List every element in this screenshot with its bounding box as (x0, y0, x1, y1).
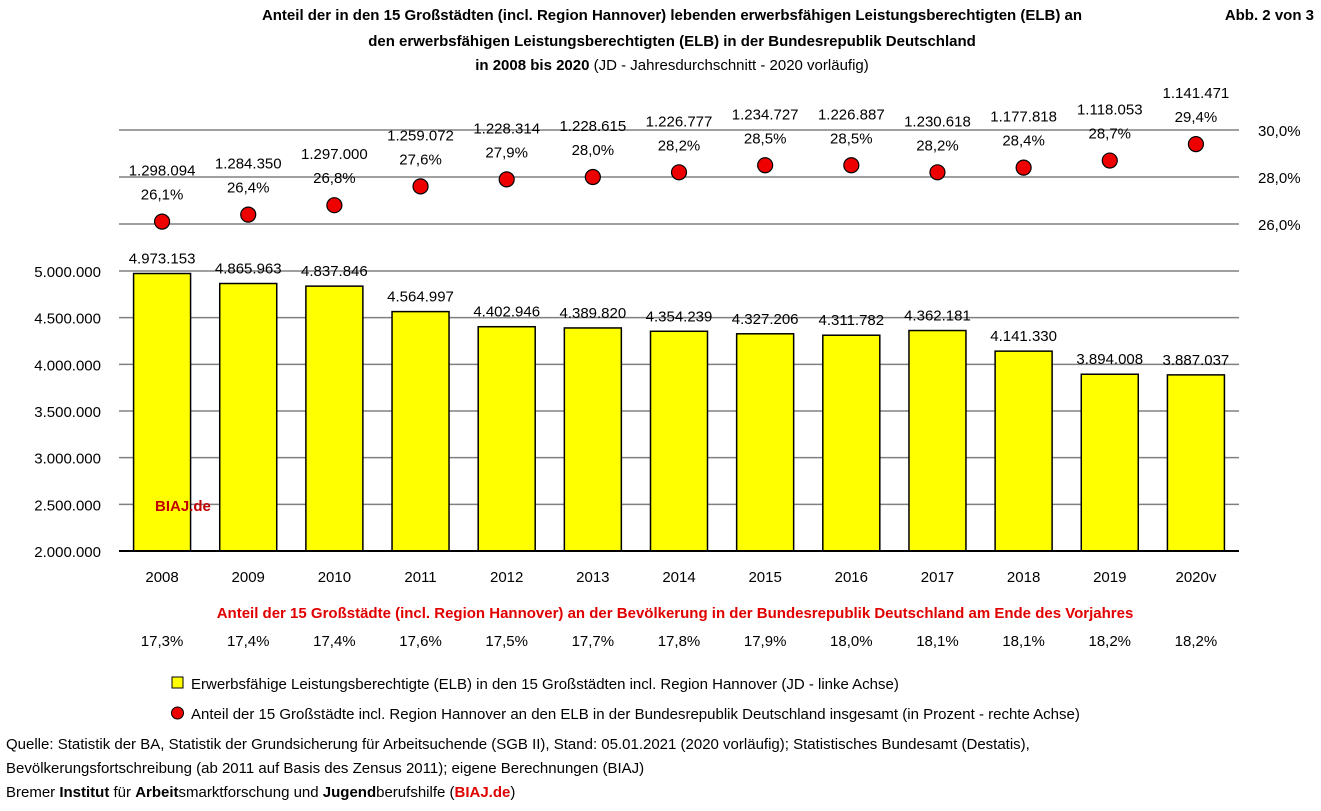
population-share-value: 18,1% (1002, 633, 1045, 650)
total-elb-label: 1.259.072 (387, 127, 454, 145)
right-axis-tick-label: 30,0% (1258, 123, 1301, 140)
total-elb-label: 1.298.094 (128, 162, 196, 180)
left-axis-tick-label: 3.500.000 (34, 404, 101, 421)
percent-value-label: 26,4% (226, 179, 270, 197)
bar-value-label: 4.402.946 (473, 303, 541, 321)
bar-2013 (564, 328, 621, 551)
right-axis-tick-label: 26,0% (1258, 217, 1301, 234)
org-bold: Jugend (322, 784, 377, 801)
chart-title-line2: den erwerbsfähigen Leistungsberechtigten (ELB) in der Bundesrepublik Deutschland (368, 33, 976, 50)
bar-value-label: 4.389.820 (559, 304, 627, 322)
total-elb-label: 1.228.615 (559, 118, 627, 135)
chart-title-line1: Anteil der in den 15 Großstädten (incl. Region Hannover) lebenden erwerbsfähigen Leistungsberechtigten (ELB) an (261, 7, 1083, 24)
chart-title-note: (JD - Jahresdurchschnitt - 2020 vorläufig) (593, 57, 869, 74)
x-tick-label: 2012 (490, 569, 524, 586)
bar-value-label: 3.887.037 (1162, 351, 1230, 369)
org-part: Bremer (6, 784, 60, 801)
x-tick-label: 2009 (231, 569, 265, 586)
org-line (6, 781, 515, 805)
total-elb-label: 1.228.314 (473, 120, 541, 138)
population-share-value: 17,7% (571, 633, 615, 650)
population-share-value: 18,0% (830, 633, 873, 650)
bar-value-label: 4.865.963 (214, 260, 282, 278)
percent-point-2017 (930, 165, 945, 180)
org-bold: Arbeit (135, 784, 179, 801)
percent-point-2009 (241, 207, 256, 222)
left-axis-tick-label: 2.500.000 (34, 497, 101, 515)
chart-title-line3 (475, 57, 869, 74)
x-tick-label: 2008 (145, 569, 179, 586)
bar-value-label: 4.311.782 (818, 312, 885, 330)
left-axis-tick-label: 5.000.000 (34, 264, 101, 281)
org-bold: Institut (59, 784, 110, 801)
legend-bar-label: Erwerbsfähige Leistungsberechtigte (ELB) in den 15 Großstädten incl. Region Hannover (JD - linke Achse) (191, 676, 899, 693)
legend-dot-label: Anteil der 15 Großstädte incl. Region Hannover an den ELB in der Bundesrepublik Deutschland insgesamt (in Prozent - rechte Achse) (191, 706, 1080, 723)
percent-point-2019 (1102, 153, 1117, 168)
percent-point-2011 (413, 179, 428, 194)
chart-title-years: in 2008 bis 2020 (475, 57, 590, 74)
bar-2009 (220, 284, 277, 551)
population-share-value: 17,4% (313, 633, 356, 650)
percent-point-2010 (327, 198, 342, 213)
total-elb-label: 1.284.350 (214, 155, 282, 173)
total-elb-label: 1.226.777 (645, 113, 713, 131)
org-part: smarktforschung und (178, 784, 323, 801)
total-elb-label: 1.297.000 (301, 146, 368, 164)
percent-value-label: 26,8% (313, 170, 356, 188)
legend-dot-swatch (172, 707, 184, 719)
org-part: ) (510, 784, 516, 801)
figure-label: Abb. 2 von 3 (1224, 7, 1314, 24)
bar-value-label: 4.362.181 (904, 307, 971, 325)
x-axis-tick-labels (145, 569, 1216, 586)
total-elb-label: 1.118.053 (1076, 101, 1143, 119)
x-tick-label: 2017 (920, 569, 955, 586)
percent-point-2020v (1188, 137, 1203, 152)
right-axis-tick-label: 28,0% (1258, 170, 1301, 187)
percent-value-label: 26,1% (140, 186, 184, 204)
population-share-values (141, 633, 1217, 650)
percent-point-2015 (758, 158, 773, 173)
x-tick-label: 2015 (748, 569, 782, 586)
population-share-value: 18,1% (916, 633, 959, 650)
bar-2016 (823, 335, 880, 551)
bar-2010 (306, 286, 363, 551)
percent-value-label: 27,6% (399, 151, 442, 169)
watermark: BIAJ.de (155, 498, 211, 515)
left-axis-tick-label: 2.000.000 (34, 544, 101, 561)
bar-value-label: 3.894.008 (1076, 351, 1144, 369)
percent-value-label: 29,4% (1174, 109, 1218, 127)
x-tick-label: 2013 (576, 569, 610, 586)
population-share-value: 17,9% (743, 633, 787, 650)
total-elb-label: 1.141.471 (1162, 85, 1230, 103)
x-tick-label: 2019 (1093, 569, 1127, 586)
percent-point-2008 (155, 214, 170, 229)
population-share-value: 18,2% (1174, 633, 1218, 650)
bar-2017 (909, 331, 966, 551)
total-elb-label: 1.234.727 (731, 106, 799, 124)
x-tick-label: 2016 (834, 569, 868, 586)
left-axis-tick-label: 4.500.000 (34, 310, 101, 328)
percent-point-2013 (585, 170, 600, 185)
population-share-value: 17,8% (657, 633, 701, 650)
left-axis-ticks (34, 264, 101, 561)
left-axis-tick-label: 4.000.000 (34, 357, 101, 375)
x-tick-label: 2018 (1006, 569, 1041, 586)
population-share-value: 17,4% (226, 633, 270, 650)
bar-2019 (1081, 374, 1138, 551)
percent-value-label: 28,7% (1088, 125, 1132, 143)
bar-2015 (737, 334, 794, 551)
x-tick-label: 2010 (317, 569, 352, 586)
percent-point-2012 (499, 172, 514, 187)
percent-point-2014 (672, 165, 687, 180)
org-link[interactable]: BIAJ.de (454, 784, 511, 801)
percent-point-2018 (1016, 160, 1031, 175)
x-tick-label: 2020v (1175, 569, 1217, 586)
bar-2011 (392, 312, 449, 551)
left-axis-tick-label: 3.000.000 (34, 450, 101, 468)
bar-value-label: 4.837.846 (301, 263, 368, 281)
org-part: berufshilfe ( (376, 784, 455, 801)
population-share-value: 17,5% (485, 633, 528, 650)
percent-value-label: 28,5% (743, 130, 787, 148)
percent-value-label: 27,9% (485, 144, 528, 162)
bar-value-label: 4.354.239 (645, 308, 713, 326)
percent-value-label: 28,2% (657, 137, 701, 155)
bar-value-label: 4.327.206 (731, 310, 799, 328)
x-tick-label: 2011 (404, 569, 437, 586)
source-line2: Bevölkerungsfortschreibung (ab 2011 auf Basis des Zensus 2011); eigene Berechnungen (BIAJ) (6, 760, 645, 777)
population-share-value: 17,6% (399, 633, 442, 650)
bar-2020v (1167, 375, 1224, 551)
percent-value-label: 28,5% (830, 130, 873, 148)
percent-value-label: 28,4% (1002, 132, 1045, 150)
bar-2012 (478, 327, 535, 551)
right-axis-ticks (1258, 123, 1301, 234)
bar-value-label: 4.141.330 (990, 328, 1057, 346)
bar-2018 (995, 351, 1052, 551)
percent-value-label: 28,0% (571, 142, 615, 159)
source-line1: Quelle: Statistik der BA, Statistik der Grundsicherung für Arbeitsuchende (SGB II), Stand: 05.01.2021 (2020 vorläufig); Statistisches Bundesamt (Destatis), (6, 736, 1030, 753)
x-tick-label: 2014 (662, 569, 696, 586)
total-elb-label: 1.230.618 (904, 113, 971, 131)
org-part: für (109, 784, 136, 801)
population-share-title: Anteil der 15 Großstädte (incl. Region Hannover) an der Bevölkerung in der Bundesrepublik Deutschland am Ende des Vorjahres (216, 605, 1134, 622)
percent-point-2016 (844, 158, 859, 173)
total-elb-label: 1.177.818 (990, 108, 1057, 126)
population-share-value: 17,3% (140, 633, 184, 650)
bar-value-label: 4.564.997 (387, 288, 454, 306)
legend-bar-swatch (172, 677, 183, 688)
percent-value-label: 28,2% (916, 137, 959, 155)
total-elb-label: 1.226.887 (817, 106, 885, 124)
percent-series-labels (129, 85, 1230, 204)
population-share-value: 18,2% (1088, 633, 1132, 650)
bar-2014 (651, 331, 708, 551)
bar-value-label: 4.973.153 (128, 250, 196, 268)
